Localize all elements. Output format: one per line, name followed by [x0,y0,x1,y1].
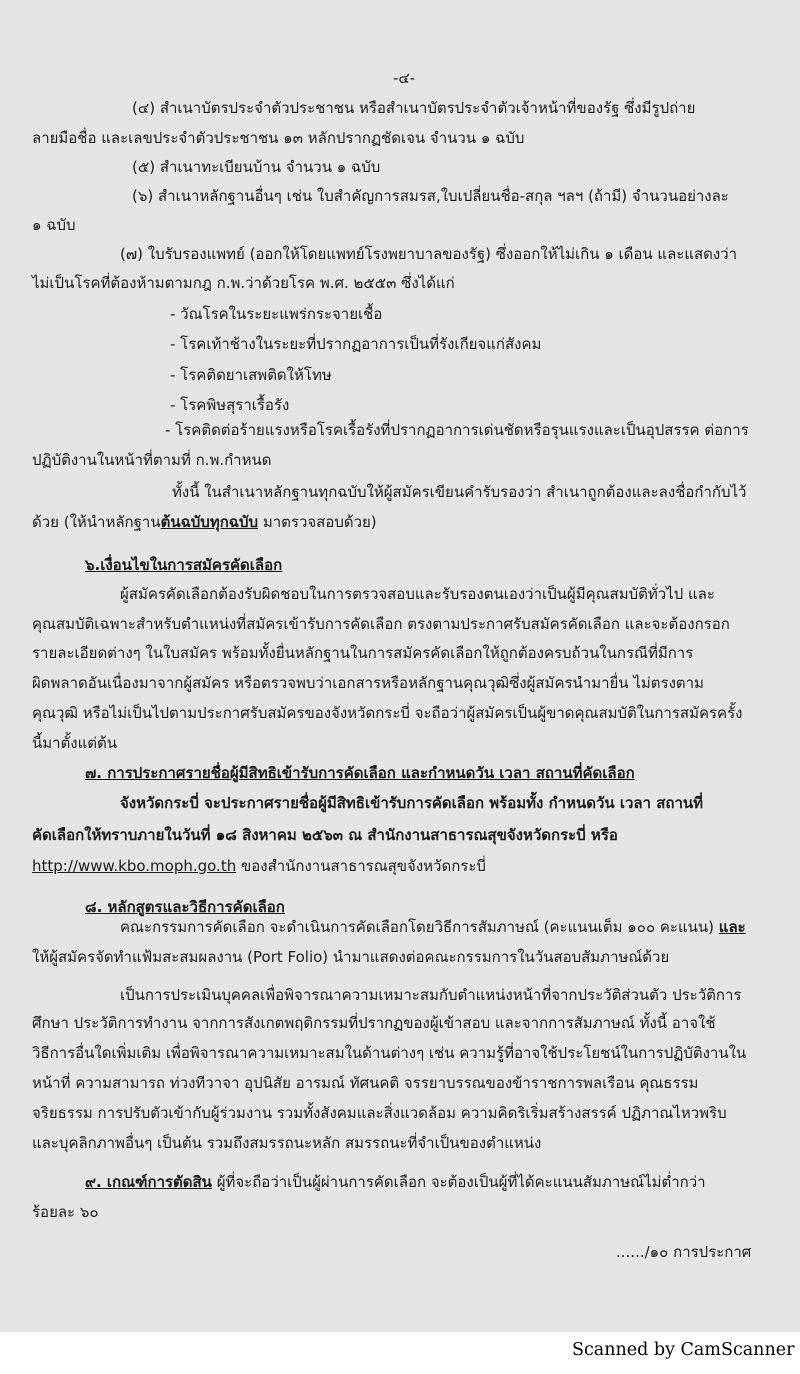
list-item: - โรคเท้าช้างในระยะที่ปรากฏอาการเป็นที่รังเกียจแก่สังคม [170,335,542,353]
text-line [32,512,377,532]
text-line: ศึกษา ประวัติการทำงาน จากการสังเกตพฤติกรรมที่ปรากฏของผู้เข้าสอบ และจากการสัมภาษณ์ ทั้งนี้ อาจใช้ [32,1014,716,1032]
section-heading: ๗. การประกาศรายชื่อผู้มีสิทธิเข้ารับการคัดเลือก และกำหนดวัน เวลา สถานที่คัดเลือก [85,764,635,782]
text-line: จริยธรรม การปรับตัวเข้ากับผู้ร่วมงาน รวมทั้งสังคมและสิ่งแวดล้อม ความคิดริเริ่มสร้างสรรค์ ปฏิภาณไหวพริบ [32,1104,727,1122]
scanner-watermark: Scanned by CamScanner [572,1340,795,1360]
text-line: นี้มาตั้งแต่ต้น [32,734,118,752]
text-line: คุณวุฒิ หรือไม่เป็นไปตามประกาศรับสมัครของจังหวัดกระบี่ จะถือว่าผู้สมัครเป็นผู้ขาดคุณสมบัติในการสมัครครั้ง [32,704,743,722]
text-line: วิธีการอื่นใดเพิ่มเติม เพื่อพิจารณาความเหมาะสมในด้านต่างๆ เช่น ความรู้ที่อาจใช้ประโยชน์ในการปฏิบัติงานใน [32,1044,747,1062]
list-item: - โรคติดยาเสพติดให้โทษ [170,366,332,384]
website-link[interactable]: http://www.kbo.moph.go.th [32,857,237,875]
text-span: คณะกรรมการคัดเลือก จะดำเนินการคัดเลือกโดยวิธีการสัมภาษณ์ (คะแนนเต็ม ๑๐๐ คะแนน) [120,918,719,936]
text-line: ทั้งนี้ ในสำเนาหลักฐานทุกฉบับให้ผู้สมัครเขียนคำรับรองว่า สำเนาถูกต้องและลงชื่อกำกับไว้ [172,483,747,501]
list-item: - วัณโรคในระยะแพร่กระจายเชื้อ [170,305,383,323]
text-span: ของสำนักงานสาธารณสุขจังหวัดกระบี่ [236,857,486,875]
text-line: เป็นการประเมินบุคคลเพื่อพิจารณาความเหมาะสมกับตำแหน่งหน้าที่จากประวัติส่วนตัว ประวัติการ [120,986,742,1004]
list-item: - โรคพิษสุราเรื้อรัง [170,396,290,414]
section-heading: ๖.เงื่อนไขในการสมัครคัดเลือก [85,556,283,574]
emphasis-text: ต้นฉบับทุกฉบับ [160,513,259,531]
text-line: (๔) สำเนาบัตรประจำตัวประชาชน หรือสำเนาบัตรประจำตัวเจ้าหน้าที่ของรัฐ ซึ่งมีรูปถ่าย [132,99,696,117]
text-span: ด้วย (ให้นำหลักฐาน [32,513,161,531]
text-line: ไม่เป็นโรคที่ต้องห้ามตามกฎ ก.พ.ว่าด้วยโรค พ.ศ. ๒๕๕๓ ซึ่งได้แก่ [32,274,455,292]
text-span: ผู้ที่จะถือว่าเป็นผู้ผ่านการคัดเลือก จะต้องเป็นผู้ที่ได้คะแนนสัมภาษณ์ไม่ต่ำกว่า [211,1173,706,1191]
text-line: จังหวัดกระบี่ จะประกาศรายชื่อผู้มีสิทธิเข้ารับการคัดเลือก พร้อมทั้ง กำหนดวัน เวลา สถานที่ [120,794,704,812]
emphasis-text: และ [718,918,746,936]
continuation-note: ....../๑๐ การประกาศ [616,1243,752,1261]
page-number: -๔- [393,69,416,87]
text-line: (๖) สำเนาหลักฐานอื่นๆ เช่น ใบสำคัญการสมรส,ใบเปลี่ยนชื่อ-สกุล ฯลฯ (ถ้ามี) จำนวนอย่างละ [132,187,729,205]
section-heading: ๘. หลักสูตรและวิธีการคัดเลือก [85,898,285,916]
text-line [85,1172,706,1192]
text-line: หน้าที่ ความสามารถ ท่วงทีวาจา อุปนิสัย อารมณ์ ทัศนคติ จรรยาบรรณของข้าราชการพลเรือน คุณธรรม [32,1074,699,1092]
text-span: มาตรวจสอบด้วย) [258,513,377,531]
text-line [32,856,486,876]
text-line: และบุคลิกภาพอื่นๆ เป็นต้น รวมถึงสมรรถนะหลัก สมรรถนะที่จำเป็นของตำแหน่ง [32,1134,542,1152]
text-line: ผิดพลาดอันเนื่องมาจากผู้สมัคร หรือตรวจพบว่าเอกสารหรือหลักฐานคุณวุฒิซึ่งผู้สมัครนำมายื่น ไม่ตรงตาม [32,674,704,692]
section-heading: ๙. เกณฑ์การตัดสิน [85,1173,212,1191]
list-item: - โรคติดต่อร้ายแรงหรือโรคเรื้อรังที่ปรากฏอาการเด่นชัดหรือรุนแรงและเป็นอุปสรรค ต่อการ [165,421,749,439]
text-line: (๗) ใบรับรองแพทย์ (ออกให้โดยแพทย์โรงพยาบาลของรัฐ) ซึ่งออกให้ไม่เกิน ๑ เดือน และแสดงว่า [120,245,738,263]
text-line: คัดเลือกให้ทราบภายในวันที่ ๑๘ สิงหาคม ๒๕๖๓ ณ สำนักงานสาธารณสุขจังหวัดกระบี่ หรือ [32,826,618,844]
text-line: ปฏิบัติงานในหน้าที่ตามที่ ก.พ.กำหนด [32,451,272,469]
text-line: ร้อยละ ๖๐ [32,1203,99,1221]
text-line: คุณสมบัติเฉพาะสำหรับตำแหน่งที่สมัครเข้ารับการคัดเลือก ตรงตามประกาศรับสมัครคัดเลือก และจะต้องกรอก [32,615,730,633]
text-line [120,917,746,937]
text-line: (๕) สำเนาทะเบียนบ้าน จำนวน ๑ ฉบับ [132,158,381,176]
text-line: ๑ ฉบับ [32,216,76,234]
text-line: ผู้สมัครคัดเลือกต้องรับผิดชอบในการตรวจสอบและรับรองตนเองว่าเป็นผู้มีคุณสมบัติทั่วไป และ [120,585,715,603]
text-line: ลายมือชื่อ และเลขประจำตัวประชาชน ๑๓ หลักปรากฏชัดเจน จำนวน ๑ ฉบับ [32,129,525,147]
text-line: รายละเอียดต่างๆ ในใบสมัคร พร้อมทั้งยื่นหลักฐานในการสมัครคัดเลือกให้ถูกต้องครบถ้วนในกรณีที่มีการ [32,644,694,662]
text-line: ให้ผู้สมัครจัดทำแฟ้มสะสมผลงาน (Port Folio) นำมาแสดงต่อคณะกรรมการในวันสอบสัมภาษณ์ด้วย [32,948,670,966]
